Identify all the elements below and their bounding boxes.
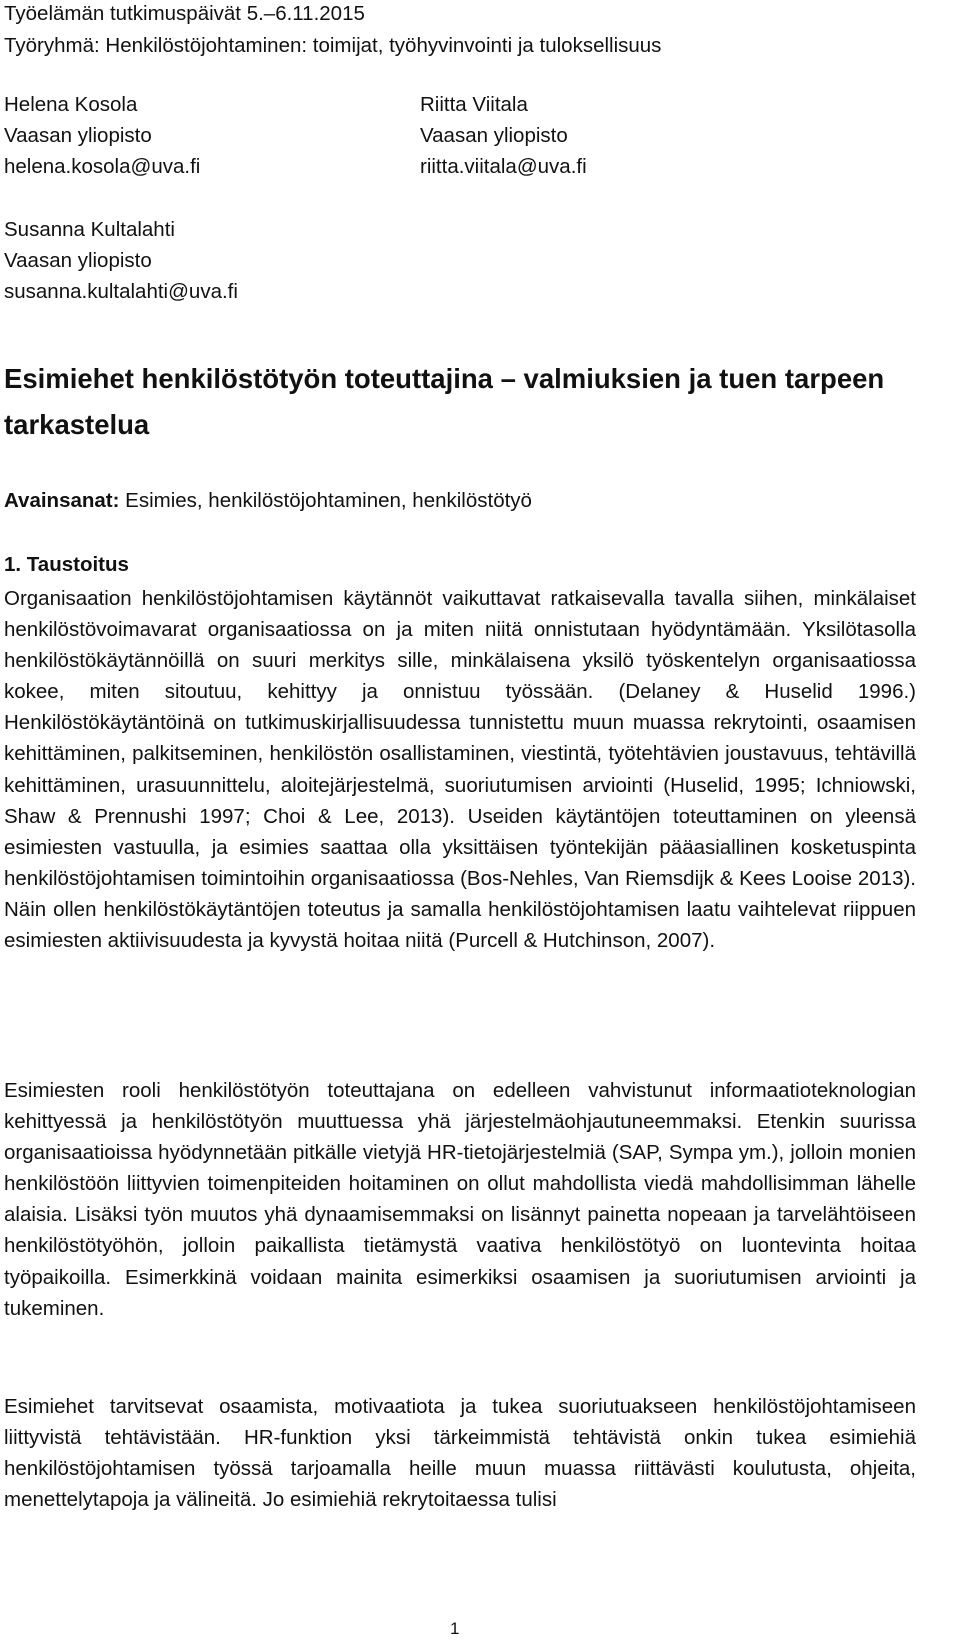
author-block [420,89,587,182]
author-email: riitta.viitala@uva.fi [420,155,587,178]
page-number: 1 [450,1619,460,1638]
conference-line: Työelämän tutkimuspäivät 5.–6.11.2015 [4,2,365,25]
author-affiliation: Vaasan yliopisto [4,249,152,272]
author-email: helena.kosola@uva.fi [4,155,201,178]
body-paragraph: Esimiehet tarvitsevat osaamista, motivaatiota ja tukea suoriutuakseen henkilöstöjohtamiseen liittyvistä tehtävistään. HR-funktion yksi tärkeimmistä tehtävistä onkin tukea esimiehiä henkilöstöjohtamisen työssä tarjoamalla heille muun muassa riittävästi koulutusta, ohjeita, menettelytapoja ja välineitä. Jo esimiehiä rekrytoitaessa tulisi [4,1395,916,1512]
body-paragraph: Esimiesten rooli henkilöstötyön toteuttajana on edelleen vahvistunut informaatioteknologian kehittyessä ja henkilöstötyön muuttuessa yhä järjestelmäohjautuneemmaksi. Etenkin suurissa organisaatioissa hyödynnetään pitkälle vietyjä HR-tietojärjestelmiä (SAP, Sympa ym.), jolloin monien henkilöstöön liittyvien toimenpiteiden hoitaminen on ollut mahdollista viedä mahdollisimman lähelle alaisia. Lisäksi työn muutos yhä dynaamisemmaksi on lisännyt painetta nopeaan ja tarvelähtöiseen henkilöstötyöhön, jolloin paikallista tietämystä vaativa henkilöstötyö on luontevinta hoitaa työpaikoilla. Esimerkkinä voidaan mainita esimerkiksi osaamisen ja suoriutumisen arviointi ja tukeminen. [4,1079,916,1320]
body-paragraph: Organisaation henkilöstöjohtamisen käytännöt vaikuttavat ratkaisevalla tavalla siihen, minkälaiset henkilöstövoimavarat organisaatiossa on ja miten niitä onnistutaan hyödyntämään. Yksilötasolla henkilöstökäytännöillä on suuri merkitys sille, minkälaisena yksilö työskentelyn organisaatiossa kokee, miten sitoutuu, kehittyy ja onnistuu työssään. (Delaney & Huselid 1996.) Henkilöstökäytäntöinä on tutkimuskirjallisuudessa tunnistettu muun muassa rekrytointi, osaamisen kehittäminen, palkitseminen, henkilöstön osallistaminen, viestintä, työtehtävien joustavuus, tehtävillä kehittäminen, urasuunnittelu, aloitejärjestelmä, suoriutumisen arviointi (Huselid, 1995; Ichniowski, Shaw & Prennushi 1997; Choi & Lee, 2013). Useiden käytäntöjen toteuttaminen on yleensä esimiesten vastuulla, ja esimies saattaa olla yksittäisen työntekijän pääasiallinen kosketuspinta henkilöstöjohtamisen toimintoihin organisaatiossa (Bos-Nehles, Van Riemsdijk & Kees Looise 2013). Näin ollen henkilöstökäytäntöjen toteutus ja samalla henkilöstöjohtamisen laatu vaihtelevat riippuen esimiesten aktiivisuudesta ja kyvystä hoitaa niitä (Purcell & Hutchinson, 2007). [4,587,916,953]
author-name: Susanna Kultalahti [4,218,175,241]
author-block [4,214,238,307]
paper-title: Esimiehet henkilöstötyön toteuttajina – valmiuksien ja tuen tarpeen tarkastelua [4,363,885,440]
keywords [4,488,532,514]
keywords-label: Avainsanat: [4,489,120,512]
author-name: Helena Kosola [4,93,138,116]
workgroup-line: Työryhmä: Henkilöstöjohtaminen: toimijat, työhyvinvointi ja tuloksellisuus [4,34,662,57]
author-affiliation: Vaasan yliopisto [4,124,152,147]
author-block [4,89,200,182]
keywords-text: Esimies, henkilöstöjohtaminen, henkilöstötyö [119,489,532,512]
section-heading: 1. Taustoitus [4,553,129,576]
author-name: Riitta Viitala [420,93,528,116]
author-affiliation: Vaasan yliopisto [420,124,568,147]
author-email: susanna.kultalahti@uva.fi [4,280,238,303]
